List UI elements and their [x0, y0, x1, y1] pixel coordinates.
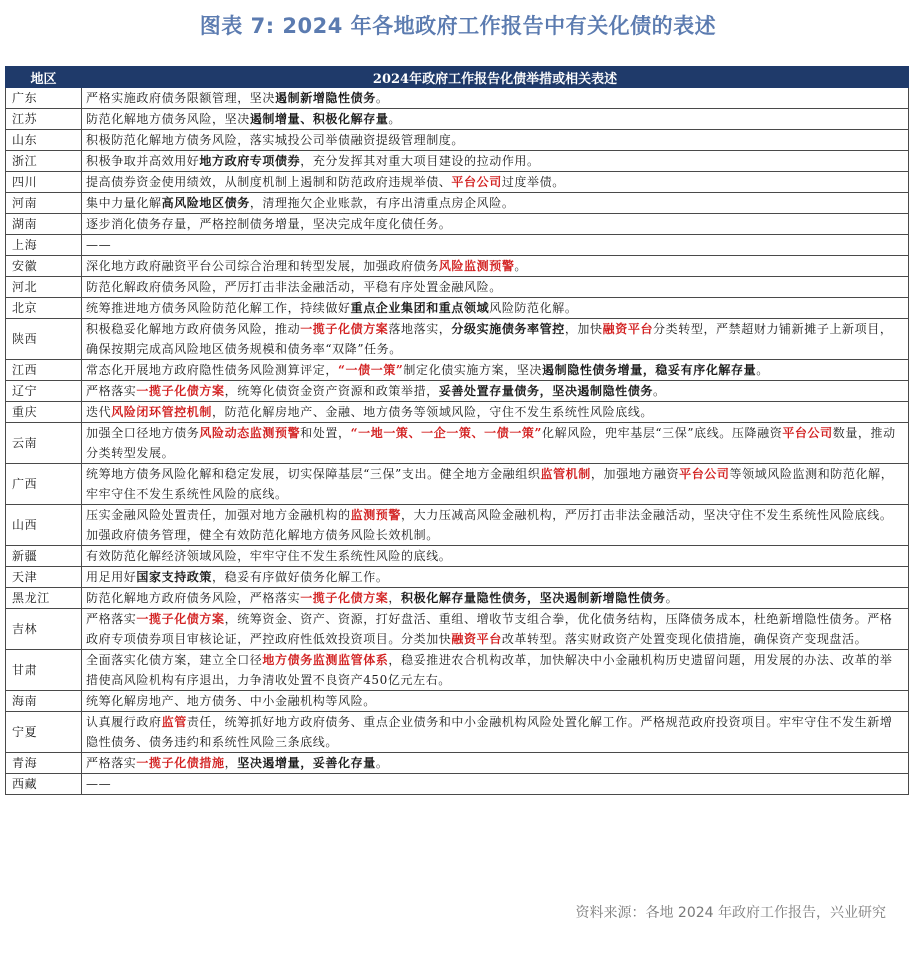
- statement-cell: [82, 277, 909, 298]
- table-row: [6, 88, 909, 109]
- table-row: [6, 753, 909, 774]
- statement-highlight: 平台公司: [782, 426, 833, 440]
- statement-cell: [82, 402, 909, 423]
- statement-highlight: 平台公司: [679, 467, 730, 481]
- statement-text: ，清理拖欠企业账款，有序出清重点房企风险。: [249, 196, 515, 210]
- table-header-row: [6, 67, 909, 88]
- statement-text: ，充分发挥其对重大项目建设的拉动作用。: [300, 154, 540, 168]
- region-cell: 上海: [6, 235, 82, 256]
- region-cell: 广西: [6, 464, 82, 505]
- statement-text: 提高债券资金使用绩效，从制度机制上遏制和防范政府违规举债、: [86, 175, 452, 189]
- statement-cell: [82, 214, 909, 235]
- statement-highlight: “一债一策”: [338, 363, 404, 377]
- region-cell: 吉林: [6, 609, 82, 650]
- statement-text: ，统筹资金、资产、资源，打好盘活、重组、增收节支组合拳，优化债务结构，压降债务成本，杜绝新增隐性债务。严格政府专项债券项目审核论证，严控政府性低效投资项目。分类加快: [86, 612, 893, 646]
- statement-highlight: 地方债务监测监管体系: [262, 653, 389, 667]
- statement-cell: [82, 546, 909, 567]
- region-cell: 江西: [6, 360, 82, 381]
- statement-text: ，加快: [564, 322, 603, 336]
- statement-text: 积极防范化解地方债务风险，落实城投公司举债融资提级管理制度。: [86, 133, 465, 147]
- statement-text: 逐步消化债务存量，严格控制债务增量，坚决完成年度化债任务。: [86, 217, 452, 231]
- statement-highlight: 重点企业集团和重点领域: [350, 301, 490, 315]
- table-row: [6, 402, 909, 423]
- table-row: [6, 277, 909, 298]
- region-cell: 西藏: [6, 774, 82, 795]
- region-cell: 浙江: [6, 151, 82, 172]
- statement-text: 制定化债实施方案，坚决: [403, 363, 543, 377]
- statement-cell: [82, 691, 909, 712]
- statement-cell: [82, 151, 909, 172]
- statement-text: 严格落实: [86, 756, 137, 770]
- statement-highlight: 国家支持政策: [136, 570, 213, 584]
- statement-cell: [82, 172, 909, 193]
- region-cell: 辽宁: [6, 381, 82, 402]
- statement-highlight: 一揽子化债方案: [136, 384, 225, 398]
- statement-text: 积极稳妥化解地方政府债务风险，推动: [86, 322, 301, 336]
- table-row: [6, 360, 909, 381]
- statement-highlight: 妥善处置存量债务，坚决遏制隐性债务: [438, 384, 654, 398]
- table-row: [6, 235, 909, 256]
- statement-cell: [82, 256, 909, 277]
- statement-highlight: 分级实施债务率管控: [451, 322, 565, 336]
- region-cell: 陕西: [6, 319, 82, 360]
- statement-cell: [82, 319, 909, 360]
- statement-text: ，大力压减高风险金融机构，严厉打击非法金融活动，坚决守住不发生系统性风险底线。加强政府债务管理，健全有效防范化解地方债务风险长效机制。: [86, 508, 893, 542]
- statement-highlight: 高风险地区债务: [161, 196, 250, 210]
- region-cell: 江苏: [6, 109, 82, 130]
- table-row: [6, 712, 909, 753]
- statement-cell: [82, 464, 909, 505]
- statement-cell: [82, 88, 909, 109]
- region-cell: 河南: [6, 193, 82, 214]
- statement-text: 数量，推动分类转型发展。: [86, 426, 896, 460]
- statement-text: ，防范化解房地产、金融、地方债务等领域风险，守住不发生系统性风险底线。: [212, 405, 654, 419]
- statement-text: 。: [665, 591, 679, 605]
- table-body: [6, 88, 909, 795]
- statement-text: 积极争取并高效用好: [86, 154, 200, 168]
- table-row: [6, 151, 909, 172]
- statement-text: 。: [375, 91, 389, 105]
- statement-text: ——: [86, 238, 112, 252]
- statement-cell: [82, 753, 909, 774]
- statement-text: 深化地方政府融资平台公司综合治理和转型发展，加强政府债务: [86, 259, 439, 273]
- statement-highlight: 坚决遏增量，妥善化存量: [237, 756, 376, 770]
- region-cell: 山东: [6, 130, 82, 151]
- region-cell: 新疆: [6, 546, 82, 567]
- region-cell: 重庆: [6, 402, 82, 423]
- statement-cell: [82, 360, 909, 381]
- region-cell: 河北: [6, 277, 82, 298]
- statement-highlight: 地方政府专项债券: [199, 154, 301, 168]
- statement-text: 常态化开展地方政府隐性债务风险测算评定，: [86, 363, 339, 377]
- header-region: 地区: [6, 67, 82, 88]
- statement-cell: [82, 381, 909, 402]
- statement-highlight: 一揽子化债方案: [300, 591, 389, 605]
- statement-text: 压实金融风险处置责任，加强对地方金融机构的: [86, 508, 351, 522]
- statement-cell: [82, 650, 909, 691]
- table-row: [6, 691, 909, 712]
- statement-text: 严格实施政府债务限额管理，坚决: [86, 91, 276, 105]
- region-cell: 四川: [6, 172, 82, 193]
- table-row: [6, 256, 909, 277]
- statement-highlight: 一揽子化债措施: [136, 756, 225, 770]
- statement-text: 分类转型，严禁超财力铺新摊子上新项目，确保按期完成高风险地区债务规模和债务率“双降”任务。: [86, 322, 893, 356]
- statement-highlight: 风险动态监测预警: [199, 426, 301, 440]
- region-cell: 北京: [6, 298, 82, 319]
- statement-text: ，: [388, 591, 402, 605]
- statement-cell: [82, 774, 909, 795]
- statement-cell: [82, 609, 909, 650]
- statement-cell: [82, 588, 909, 609]
- statement-highlight: 一揽子化债方案: [136, 612, 225, 626]
- statement-highlight: 风险监测预警: [438, 259, 515, 273]
- statement-text: 加强全口径地方债务: [86, 426, 200, 440]
- statement-text: 化解风险，兜牢基层“三保”底线。压降融资: [542, 426, 783, 440]
- statement-text: 改革转型。落实财政资产处置变现化债措施，确保资产变现盘活。: [501, 632, 868, 646]
- statement-text: 。: [653, 384, 666, 398]
- statement-text: 防范化解政府债务风险，严厉打击非法金融活动，平稳有序处置金融风险。: [86, 280, 502, 294]
- statement-text: 统筹地方债务风险化解和稳定发展，切实保障基层“三保”支出。健全地方金融组织: [86, 467, 541, 481]
- policy-table: [5, 66, 909, 795]
- table-row: [6, 298, 909, 319]
- region-cell: 山西: [6, 505, 82, 546]
- statement-text: 迭代: [86, 405, 112, 419]
- table-row: [6, 109, 909, 130]
- statement-highlight: 遏制增量、积极化解存量: [249, 112, 389, 126]
- table-row: [6, 172, 909, 193]
- table-row: [6, 546, 909, 567]
- table-row: [6, 319, 909, 360]
- statement-cell: [82, 109, 909, 130]
- region-cell: 黑龙江: [6, 588, 82, 609]
- statement-text: 风险防范化解。: [489, 301, 578, 315]
- header-content: 2024年政府工作报告化债举措或相关表述: [82, 67, 909, 88]
- figure-title: 图表 7: 2024 年各地政府工作报告中有关化债的表述: [199, 14, 717, 38]
- statement-text: ，稳妥推进农合机构改革，加快解决中小金融机构历史遗留问题，用发展的办法、改革的举措使高风险机构有序退出，力争清收处置不良资产450亿元左右。: [86, 653, 893, 687]
- statement-cell: [82, 712, 909, 753]
- statement-cell: [82, 423, 909, 464]
- table-row: [6, 423, 909, 464]
- statement-text: 落地落实，: [388, 322, 452, 336]
- region-cell: 云南: [6, 423, 82, 464]
- table-row: [6, 609, 909, 650]
- statement-text: 。: [514, 259, 528, 273]
- table-row: [6, 505, 909, 546]
- region-cell: 海南: [6, 691, 82, 712]
- source-note: 资料来源：各地 2024 年政府工作报告，兴业研究: [575, 905, 886, 921]
- statement-highlight: 遏制隐性债务增量，稳妥有序化解存量: [542, 363, 757, 377]
- region-cell: 湖南: [6, 214, 82, 235]
- region-cell: 天津: [6, 567, 82, 588]
- statement-text: 责任，统筹抓好地方政府债务、重点企业债务和中小金融机构风险处置化解工作。严格规范政府投资项目。牢牢守住不发生新增隐性债务、债务违约和系统性风险三条底线。: [86, 715, 893, 749]
- statement-text: 防范化解地方债务风险，坚决: [86, 112, 250, 126]
- table-row: [6, 193, 909, 214]
- statement-text: 集中力量化解: [86, 196, 162, 210]
- region-cell: 安徽: [6, 256, 82, 277]
- statement-text: ，稳妥有序做好债务化解工作。: [212, 570, 389, 584]
- region-cell: 青海: [6, 753, 82, 774]
- statement-highlight: “一地一策、一企一策、一债一策”: [350, 426, 543, 440]
- table-row: [6, 464, 909, 505]
- statement-text: 。: [756, 363, 769, 377]
- region-cell: 甘肃: [6, 650, 82, 691]
- statement-highlight: 一揽子化债方案: [300, 322, 389, 336]
- statement-highlight: 监测预警: [350, 508, 402, 522]
- statement-text: 过度举债。: [501, 175, 565, 189]
- region-cell: 宁夏: [6, 712, 82, 753]
- statement-highlight: 监管: [161, 715, 187, 729]
- statement-text: ，统筹化债资金资产资源和政策举措，: [224, 384, 439, 398]
- statement-cell: [82, 193, 909, 214]
- statement-highlight: 平台公司: [451, 175, 502, 189]
- statement-text: ，: [224, 756, 238, 770]
- table-row: [6, 214, 909, 235]
- statement-text: 全面落实化债方案，建立全口径: [86, 653, 263, 667]
- table-row: [6, 588, 909, 609]
- statement-cell: [82, 567, 909, 588]
- statement-text: 统筹化解房地产、地方债务、中小金融机构等风险。: [86, 694, 376, 708]
- statement-text: 用足用好: [86, 570, 137, 584]
- statement-text: 有效防范化解经济领域风险，牢牢守住不发生系统性风险的底线。: [86, 549, 452, 563]
- statement-text: 等领域风险监测和防范化解，牢牢守住不发生系统性风险的底线。: [86, 467, 894, 501]
- statement-text: 严格落实: [86, 612, 137, 626]
- statement-text: 和处置，: [300, 426, 351, 440]
- table-row: [6, 567, 909, 588]
- statement-highlight: 融资平台: [602, 322, 654, 336]
- statement-highlight: 遏制新增隐性债务: [275, 91, 376, 105]
- statement-cell: [82, 235, 909, 256]
- region-cell: 广东: [6, 88, 82, 109]
- statement-text: 认真履行政府: [86, 715, 162, 729]
- statement-highlight: 融资平台: [451, 632, 502, 646]
- statement-cell: [82, 298, 909, 319]
- statement-text: 。: [388, 112, 402, 126]
- statement-text: 。: [375, 756, 389, 770]
- statement-text: ，加强地方融资: [590, 467, 680, 481]
- statement-text: 统筹推进地方债务风险防范化解工作，持续做好: [86, 301, 351, 315]
- table-row: [6, 774, 909, 795]
- table-row: [6, 650, 909, 691]
- statement-highlight: 监管机制: [540, 467, 591, 481]
- statement-highlight: 积极化解存量隐性债务，坚决遏制新增隐性债务: [401, 591, 666, 605]
- statement-text: 严格落实: [86, 384, 137, 398]
- statement-highlight: 风险闭环管控机制: [111, 405, 213, 419]
- statement-text: ——: [86, 777, 112, 791]
- statement-text: 防范化解地方政府债务风险，严格落实: [86, 591, 301, 605]
- table-row: [6, 130, 909, 151]
- statement-cell: [82, 505, 909, 546]
- statement-cell: [82, 130, 909, 151]
- table-row: [6, 381, 909, 402]
